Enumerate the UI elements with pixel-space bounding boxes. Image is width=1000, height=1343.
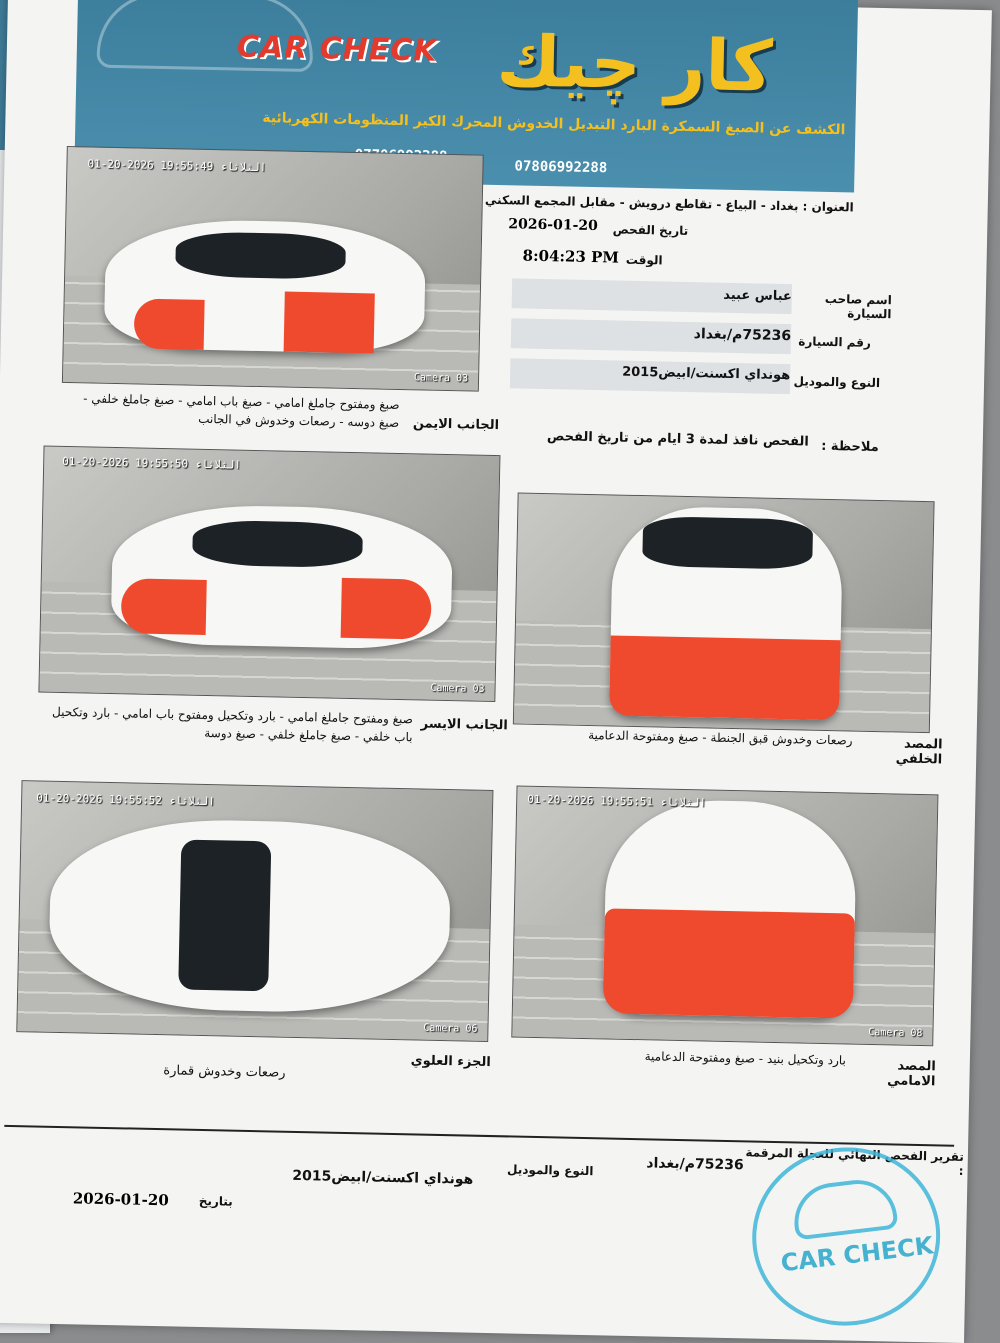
camera-label: Camera 03 (413, 372, 469, 385)
car-window (192, 520, 363, 569)
label-right-side: الجانب الايمن (412, 416, 500, 434)
label-front: المصد الامامي (887, 1058, 936, 1090)
sunroof (178, 840, 271, 992)
label-rear: المصد الخلفي (895, 736, 943, 768)
model-label: النوع والموديل (793, 374, 881, 391)
note-label: ملاحظة : (821, 438, 879, 456)
photo-right-side (62, 146, 484, 392)
time-label: الوقت (625, 252, 663, 268)
desc-front: بارد وتكحيل بنيد - صبغ ومفتوحة الدعامية (644, 1049, 847, 1068)
footer-date-label: بتاريخ (198, 1193, 233, 1209)
camera-label: Camera 03 (430, 682, 485, 695)
paint-front-fender (134, 298, 205, 349)
footer-date-value: 2026-01-20 (72, 1189, 169, 1210)
label-left-side: الجانب الايسر (420, 716, 508, 734)
desc-rear: رصعات وخدوش قبق الجنطة - صبغ ومفتوحة الدعامية (588, 728, 853, 748)
owner-label: اسم صاحب السيارة (824, 291, 892, 322)
time-value: 8:04:23 PM (522, 246, 620, 267)
date-value: 2026-01-20 (508, 216, 599, 235)
report-plate: 75236م/بغداد (646, 1155, 744, 1174)
photo-timestamp: 01-20-2026 الثلاثاء 19:55:51 (527, 792, 707, 810)
note-value: الفحص نافذ لمدة 3 ايام من تاريخ الفحص (546, 429, 809, 450)
desc-top: رصعات وخدوش قمارة (163, 1063, 286, 1081)
photo-front (511, 786, 938, 1047)
photo-left-side (38, 446, 500, 703)
seal-car-icon (790, 1176, 899, 1241)
model-value: هونداي اكسنت/ابيض2015 (621, 364, 791, 384)
paint-front-fender (121, 578, 207, 635)
footer-model-label: النوع والموديل (506, 1162, 594, 1179)
camera-label: Camera 08 (868, 1026, 923, 1040)
photo-top (16, 780, 493, 1042)
date-label: تاريخ الفحص (612, 222, 689, 238)
photo-timestamp: 01-20-2026 الثلاثاء 19:55:49 (87, 157, 267, 175)
camera-label: Camera 06 (423, 1022, 478, 1035)
plate-label: رقم السيارة (798, 334, 872, 350)
photo-timestamp: 01-20-2026 الثلاثاء 19:55:52 (36, 791, 216, 809)
footer-model-value: هونداي اكسنت/ابيض2015 (292, 1167, 474, 1188)
car-rear-window (642, 516, 813, 570)
report-label: تقرير الفحص النهائي للعجلة المرقمة : (745, 1145, 965, 1178)
car-window (175, 231, 346, 280)
label-top: الجزء العلوي (410, 1053, 491, 1071)
desc-right-side: صبغ ومفتوح جاملغ امامي - صبغ باب امامي - صبغ جاملغ خلفي - صبغ دوسه - رصعات وخدوش في الجانب (83, 391, 400, 430)
logo-ar: كار چيك (495, 19, 774, 108)
photo-timestamp: 01-20-2026 الثلاثاء 19:55:50 (62, 454, 242, 472)
footer-divider (4, 1125, 954, 1147)
address: العنوان : بغداد - البياع - تقاطع درويش - مقابل المجمع السكني (484, 192, 854, 215)
seal-text: CAR CHECK (779, 1231, 935, 1278)
paint-rear-door (284, 292, 375, 354)
paint-front-bumper (603, 908, 855, 1018)
logo-en: CAR CHECK (236, 29, 438, 69)
desc-left-side: صبغ ومفتوح جاملغ امامي - بارد وتكحيل ومفتوح باب امامي - بارد وتكحيل باب خلفي - صبغ جاملغ خلفي - صبغ دوسة (51, 704, 414, 745)
paint-rear-fender (341, 578, 432, 640)
paint-rear-bumper (609, 635, 841, 720)
phone-2: 07806992288 (514, 158, 608, 177)
photo-rear (513, 492, 935, 733)
services-tagline: الكشف عن الصبغ السمكرة البارد التبديل الخدوش المحرك الكير المنظومات الكهربائية (262, 110, 846, 139)
owner-value: عباس عبيد (723, 287, 793, 305)
plate-value: 75236م/بغداد (693, 326, 792, 345)
